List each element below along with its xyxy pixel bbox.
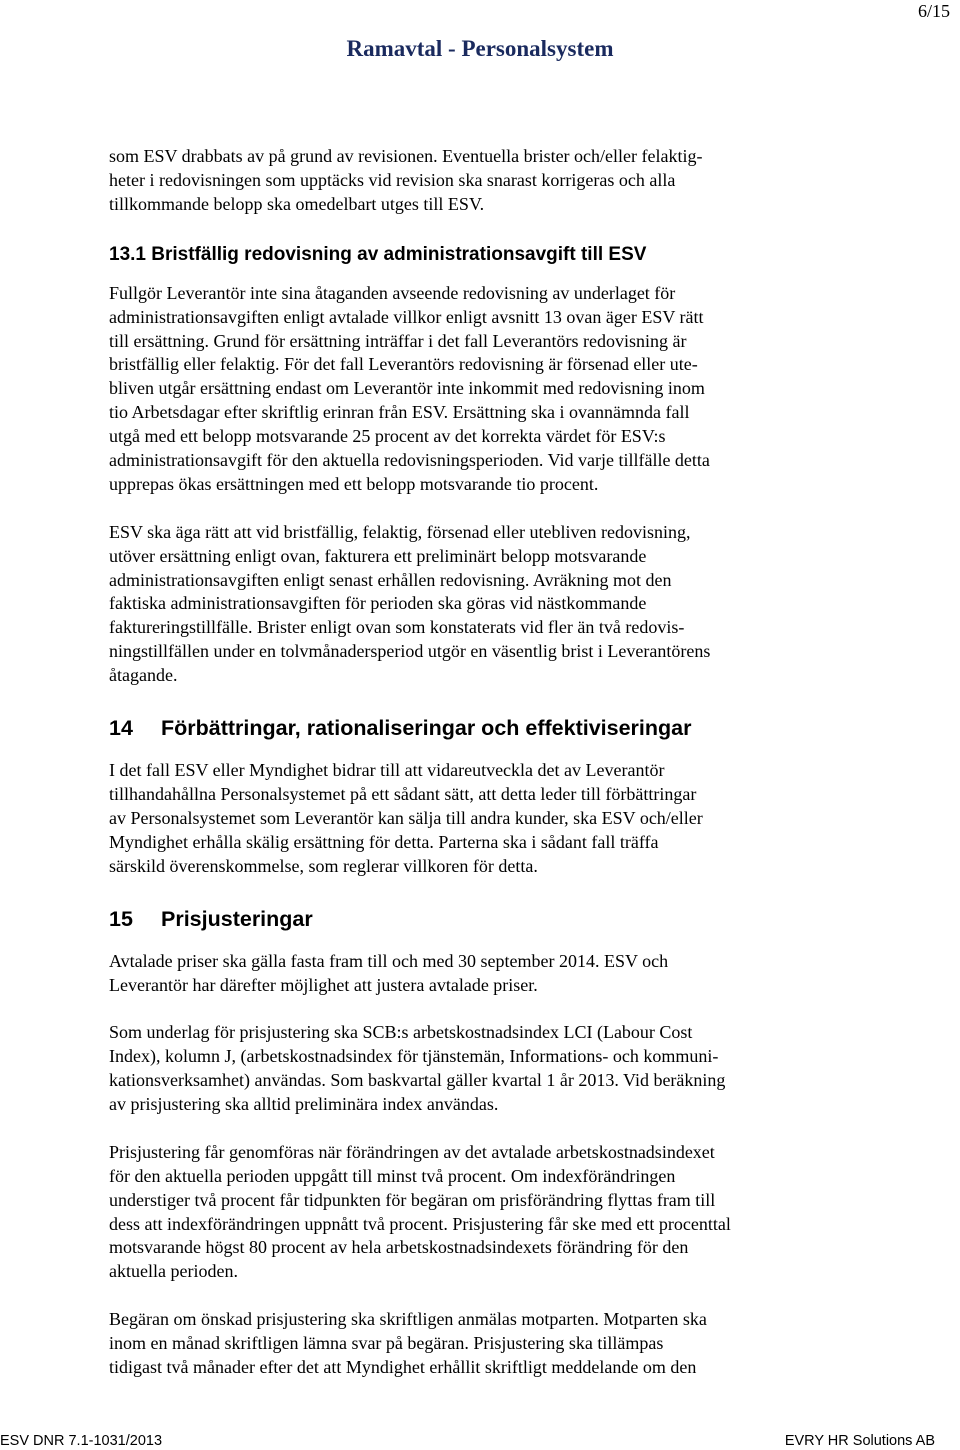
text-line: heter i redovisningen som upptäcks vid revision ska snarast korrigeras och alla bbox=[109, 169, 676, 190]
text-line: ESV ska äga rätt att vid bristfällig, felaktig, försenad eller utebliven redovisning, bbox=[109, 521, 691, 542]
text-line: tillhandahållna Personalsystemet på ett sådant sätt, att detta leder till förbättringar bbox=[109, 784, 697, 805]
section-13-1-heading bbox=[109, 243, 809, 267]
text-line: utgå med ett belopp motsvarande 25 procent av det korrekta värdet för ESV:s bbox=[109, 426, 666, 447]
section-number: 13.1 bbox=[109, 243, 146, 265]
section-15-paragraph-4 bbox=[109, 1308, 809, 1380]
section-15-paragraph-2 bbox=[109, 1021, 809, 1117]
text-line: kationsverksamhet) användas. Som baskvartal gäller kvartal 1 år 2013. Vid beräkning bbox=[109, 1070, 726, 1091]
text-line: tillkommande belopp ska omedelbart utges till ESV. bbox=[109, 193, 485, 214]
text-line: tio Arbetsdagar efter skriftlig erinran från ESV. Ersättning ska i ovannämnda fall bbox=[109, 402, 690, 423]
page-number: 6/15 bbox=[917, 1, 950, 21]
section-number: 14 bbox=[109, 716, 133, 741]
text-line: till ersättning. Grund för ersättning inträffar i det fall Leverantörs redovisning är bbox=[109, 330, 687, 351]
section-13-1-paragraph-1 bbox=[109, 282, 809, 497]
text-line: Prisjustering får genomföras när förändringen av det avtalade arbetskostnadsindexet bbox=[109, 1141, 715, 1162]
document-title: Ramavtal - Personalsystem bbox=[346, 36, 614, 61]
text-line: bristfällig eller felaktig. För det fall Leverantörs redovisning är försenad eller ute- bbox=[109, 354, 698, 375]
text-line: administrationsavgiften enligt avtalade villkor enligt avsnitt 13 ovan äger ESV rätt bbox=[109, 306, 704, 327]
text-line: administrationsavgiften enligt senast erhållen redovisning. Avräkning mot den bbox=[109, 569, 672, 590]
text-line: Leverantör har därefter möjlighet att justera avtalade priser. bbox=[109, 974, 538, 995]
text-line: I det fall ESV eller Myndighet bidrar till att vidareutveckla det av Leverantör bbox=[109, 760, 665, 781]
text-line: upprepas ökas ersättningen med ett belopp motsvarande tio procent. bbox=[109, 473, 599, 494]
section-14-paragraph-1 bbox=[109, 759, 809, 879]
text-line: av Personalsystemet som Leverantör kan sälja till andra kunder, ska ESV och/eller bbox=[109, 807, 703, 828]
section-13-1-paragraph-2 bbox=[109, 521, 809, 688]
text-line: av prisjustering ska alltid preliminära index användas. bbox=[109, 1094, 499, 1115]
intro-paragraph bbox=[109, 145, 809, 217]
text-line: särskild överenskommelse, som reglerar villkoren för detta. bbox=[109, 855, 538, 876]
text-line: faktiska administrationsavgiften för perioden ska göras vid nästkommande bbox=[109, 593, 647, 614]
text-line: aktuella perioden. bbox=[109, 1261, 238, 1282]
section-title: Prisjusteringar bbox=[161, 906, 313, 931]
footer-company: EVRY HR Solutions AB bbox=[784, 1433, 935, 1449]
section-title: Bristfällig redovisning av administrationsavgift till ESV bbox=[151, 243, 647, 265]
text-line: bliven utgår ersättning endast om Leverantör inte inkommit med redovisning inom bbox=[109, 378, 705, 399]
text-line: Avtalade priser ska gälla fasta fram till och med 30 september 2014. ESV och bbox=[109, 950, 669, 971]
document-body bbox=[109, 145, 809, 1380]
text-line: understiger två procent får tidpunkten för begäran om prisförändring flyttas fram till bbox=[109, 1189, 716, 1210]
text-line: tidigast två månader efter det att Myndighet erhållit skriftligt meddelande om den bbox=[109, 1357, 697, 1377]
section-title: Förbättringar, rationaliseringar och effektiviseringar bbox=[161, 716, 692, 741]
text-line: inom en månad skriftligen lämna svar på begäran. Prisjustering ska tillämpas bbox=[109, 1333, 664, 1354]
section-15-paragraph-3 bbox=[109, 1141, 809, 1284]
text-line: ningstillfällen under en tolvmånadersperiod utgör en väsentlig brist i Leverantörens bbox=[109, 641, 711, 662]
text-line: som ESV drabbats av på grund av revisionen. Eventuella brister och/eller felaktig- bbox=[109, 146, 703, 166]
text-line: utöver ersättning enligt ovan, fakturera ett preliminärt belopp motsvarande bbox=[109, 545, 647, 566]
text-line: Fullgör Leverantör inte sina åtaganden avseende redovisning av underlaget för bbox=[109, 282, 676, 303]
text-line: Som underlag för prisjustering ska SCB:s arbetskostnadsindex LCI (Labour Cost bbox=[109, 1022, 693, 1043]
section-14-heading bbox=[109, 714, 809, 742]
section-number: 15 bbox=[109, 906, 133, 931]
text-line: administrationsavgift för den aktuella redovisningsperioden. Vid varje tillfälle detta bbox=[109, 450, 710, 471]
text-line: för den aktuella perioden uppgått till minst två procent. Om indexförändringen bbox=[109, 1165, 676, 1186]
section-15-paragraph-1 bbox=[109, 950, 809, 998]
text-line: Myndighet erhålla skälig ersättning för detta. Parterna ska i sådant fall träffa bbox=[109, 831, 659, 852]
text-line: motsvarande högst 80 procent av hela arbetskostnadsindexets förändring för den bbox=[109, 1237, 689, 1258]
section-15-heading bbox=[109, 905, 809, 933]
text-line: dess att indexförändringen uppnått två procent. Prisjustering får ske med ett procenttal bbox=[109, 1213, 731, 1234]
text-line: Index), kolumn J, (arbetskostnadsindex för tjänstemän, Informations- och kommuni- bbox=[109, 1046, 719, 1067]
footer-reference: ESV DNR 7.1-1031/2013 bbox=[0, 1433, 163, 1449]
text-line: Begäran om önskad prisjustering ska skriftligen anmälas motparten. Motparten ska bbox=[109, 1309, 707, 1330]
text-line: faktureringstillfälle. Brister enligt ovan som konstaterats vid fler än två redovis- bbox=[109, 617, 685, 638]
text-line: åtagande. bbox=[109, 665, 178, 686]
